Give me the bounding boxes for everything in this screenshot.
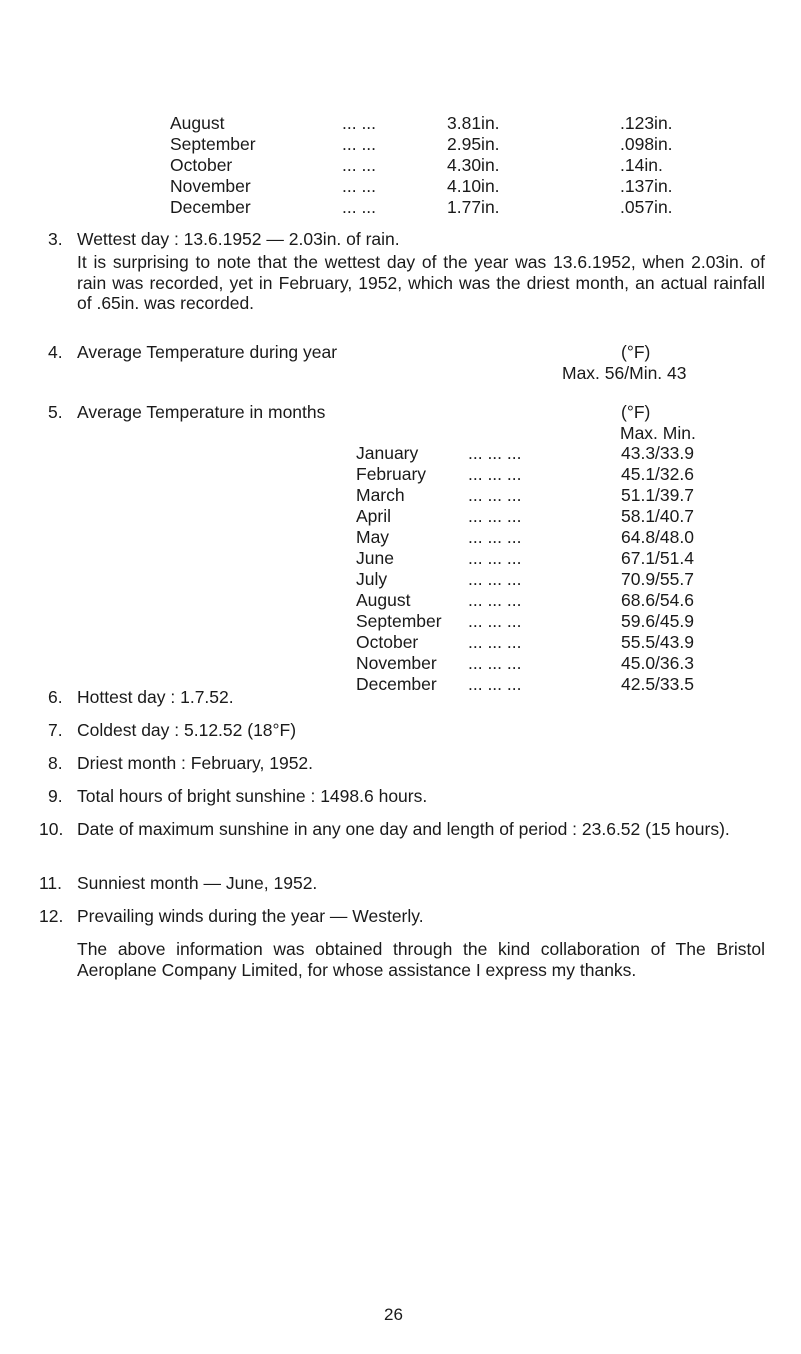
rainfall-max: .057in.	[620, 197, 673, 217]
month-label: July	[356, 569, 388, 589]
item-number: 3.	[48, 229, 63, 249]
prevailing-winds: Prevailing winds during the year — Westerly.	[77, 906, 424, 926]
avg-temp-months-label: Average Temperature in months	[77, 402, 326, 422]
item-number: 11.	[39, 873, 63, 893]
leader-dots: ... ... ...	[468, 527, 522, 547]
temp-value: 70.9/55.7	[621, 569, 694, 589]
month-label: October	[356, 632, 419, 652]
avg-temp-year-value: Max. 56/Min. 43	[562, 363, 687, 383]
temp-unit: (°F)	[621, 342, 651, 362]
month-label: December	[170, 197, 251, 217]
leader-dots: ... ...	[342, 134, 377, 154]
rainfall-total: 4.10in.	[447, 176, 500, 196]
wettest-day: Wettest day : 13.6.1952 — 2.03in. of rain.	[77, 229, 400, 249]
sunshine-hours: Total hours of bright sunshine : 1498.6 hours.	[77, 786, 428, 806]
month-label: June	[356, 548, 394, 568]
leader-dots: ... ... ...	[468, 548, 522, 568]
item-number: 10.	[39, 819, 64, 839]
month-label: November	[170, 176, 251, 196]
rainfall-total: 1.77in.	[447, 197, 500, 217]
leader-dots: ... ... ...	[468, 590, 522, 610]
sunniest-month: Sunniest month — June, 1952.	[77, 873, 318, 893]
leader-dots: ... ... ...	[468, 569, 522, 589]
coldest-day: Coldest day : 5.12.52 (18°F)	[77, 720, 297, 740]
month-label: October	[170, 155, 233, 175]
item-number: 6.	[48, 687, 63, 707]
temp-value: 64.8/48.0	[621, 527, 694, 547]
rainfall-max: .123in.	[620, 113, 673, 133]
temp-value: 43.3/33.9	[621, 443, 694, 463]
temp-value: 45.1/32.6	[621, 464, 694, 484]
page-number: 26	[384, 1305, 403, 1324]
leader-dots: ... ... ...	[468, 653, 522, 673]
temp-unit: (°F)	[621, 402, 651, 422]
month-label: April	[356, 506, 392, 526]
avg-temp-year-label: Average Temperature during year	[77, 342, 338, 362]
leader-dots: ... ... ...	[468, 632, 522, 652]
month-label: August	[170, 113, 225, 133]
item-number: 8.	[48, 753, 63, 773]
temp-value: 67.1/51.4	[621, 548, 694, 568]
leader-dots: ... ... ...	[468, 506, 522, 526]
closing-paragraph: The above information was obtained through the kind collaboration of The Bristol Aeroplane Company Limited, for whose assistance I express my thanks.	[77, 939, 765, 980]
month-label: February	[356, 464, 427, 484]
leader-dots: ... ... ...	[468, 485, 522, 505]
month-label: January	[356, 443, 419, 463]
rainfall-max: .137in.	[620, 176, 673, 196]
month-label: May	[356, 527, 390, 547]
month-label: September	[356, 611, 442, 631]
item-number: 5.	[48, 402, 63, 422]
hottest-day: Hottest day : 1.7.52.	[77, 687, 234, 707]
temp-value: 68.6/54.6	[621, 590, 694, 610]
temp-value: 58.1/40.7	[621, 506, 694, 526]
month-label: March	[356, 485, 405, 505]
item-number: 12.	[39, 906, 64, 926]
rainfall-total: 4.30in.	[447, 155, 500, 175]
rainfall-max: .14in.	[620, 155, 663, 175]
item-number: 4.	[48, 342, 63, 362]
month-label: December	[356, 674, 437, 694]
temp-value: 51.1/39.7	[621, 485, 694, 505]
temp-column-header: Max. Min.	[620, 423, 696, 443]
leader-dots: ... ...	[342, 176, 377, 196]
month-label: August	[356, 590, 411, 610]
leader-dots: ... ...	[342, 197, 377, 217]
month-label: November	[356, 653, 437, 673]
rainfall-total: 3.81in.	[447, 113, 500, 133]
rainfall-total: 2.95in.	[447, 134, 500, 154]
leader-dots: ... ... ...	[468, 674, 522, 694]
max-sunshine-day: Date of maximum sunshine in any one day and length of period : 23.6.52 (15 hours).	[77, 819, 730, 839]
driest-month: Driest month : February, 1952.	[77, 753, 314, 773]
rainfall-max: .098in.	[620, 134, 673, 154]
wettest-day-paragraph: It is surprising to note that the wettest day of the year was 13.6.1952, when 2.03in. of rain was recorded, yet in February, 1952, which was the driest month, an actual rainfall of .65in. was recorded.	[77, 252, 765, 313]
leader-dots: ... ... ...	[468, 443, 522, 463]
leader-dots: ... ... ...	[468, 611, 522, 631]
temp-value: 45.0/36.3	[621, 653, 694, 673]
item-number: 9.	[48, 786, 63, 806]
leader-dots: ... ... ...	[468, 464, 522, 484]
temp-value: 42.5/33.5	[621, 674, 694, 694]
month-label: September	[170, 134, 256, 154]
temp-value: 59.6/45.9	[621, 611, 694, 631]
leader-dots: ... ...	[342, 113, 377, 133]
temp-value: 55.5/43.9	[621, 632, 694, 652]
leader-dots: ... ...	[342, 155, 377, 175]
item-number: 7.	[48, 720, 63, 740]
